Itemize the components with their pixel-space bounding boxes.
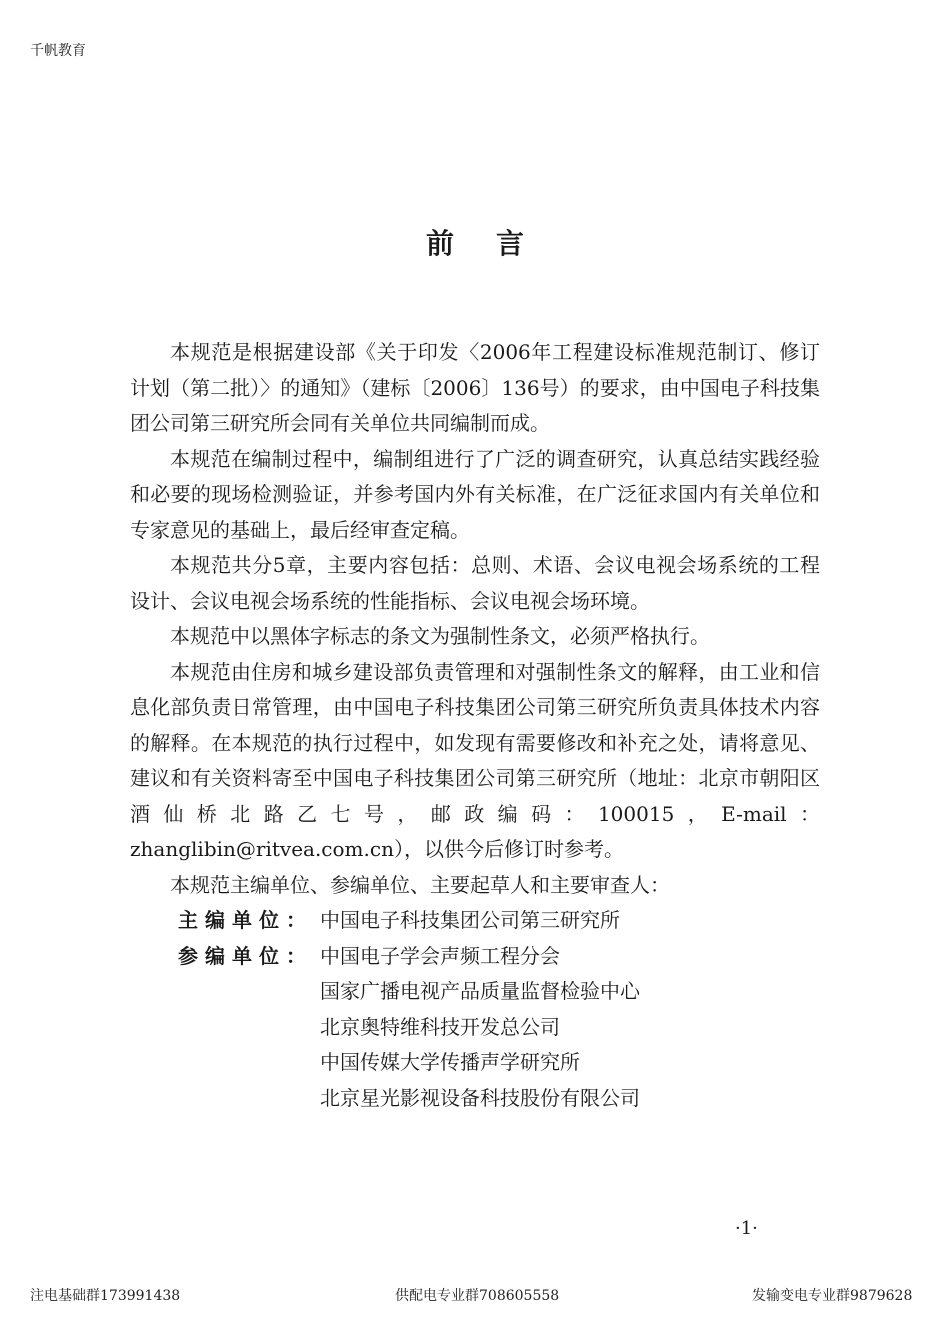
participating-units-row	[130, 939, 820, 1117]
participating-unit-name: 中国电子学会声频工程分会	[320, 943, 560, 968]
paragraph: 本规范在编制过程中，编制组进行了广泛的调查研究，认真总结实践经验和必要的现场检测验证，并参考国内外有关标准，在广泛征求国内有关单位和专家意见的基础上，最后经审查定稿。	[130, 446, 820, 542]
paragraph: 本规范主编单位、参编单位、主要起草人和主要审查人：	[170, 872, 670, 897]
paragraph: 本规范由住房和城乡建设部负责管理和对强制性条文的解释，由工业和信息化部负责日常管理，由中国电子科技集团公司第三研究所负责具体技术内容的解释。在本规范的执行过程中，如发现有需要修改和补充之处，请将意见、建议和有关资料寄至中国电子科技集团公司第三研究所（地址：北京市朝阳区酒仙桥北路乙七号，邮政编码：100015，E-mail：zhanglibin@ritvea.com.cn），以供今后修订时参考。	[130, 659, 820, 861]
page-title: 前言	[425, 227, 566, 260]
participating-unit-name: 中国传媒大学传播声学研究所	[320, 1050, 580, 1074]
participating-unit-name: 国家广播电视产品质量监督检验中心	[320, 979, 640, 1003]
chief-unit-label: 主编单位：	[178, 908, 313, 932]
footer-group-3: 发输变电专业群9879628	[752, 1288, 913, 1304]
footer-group-2: 供配电专业群708605558	[395, 1288, 560, 1304]
participating-unit-name: 北京奥特维科技开发总公司	[320, 1014, 560, 1039]
paragraph: 本规范是根据建设部《关于印发〈2006年工程建设标准规范制订、修订计划（第二批）〉的通知》（建标〔2006〕136号）的要求，由中国电子科技集团公司第三研究所会同有关单位共同编制而成。	[130, 340, 820, 435]
paragraph: 本规范共分5章，主要内容包括：总则、术语、会议电视会场系统的工程设计、会议电视会场系统的性能指标、会议电视会场环境。	[130, 553, 820, 613]
participating-unit-name: 北京星光影视设备科技股份有限公司	[320, 1085, 640, 1110]
watermark-text: 千帆教育	[30, 43, 86, 59]
paragraph: 本规范中以黑体字标志的条文为强制性条文，必须严格执行。	[170, 624, 710, 648]
footer-group-1: 注电基础群173991438	[30, 1288, 181, 1304]
units-list	[130, 903, 820, 1116]
preface-body	[130, 335, 820, 1116]
chief-unit-row	[130, 903, 820, 939]
page-number: ·1·	[735, 1218, 758, 1239]
participating-units-label: 参编单位：	[178, 943, 313, 968]
chief-unit-name: 中国电子科技集团公司第三研究所	[320, 908, 620, 932]
